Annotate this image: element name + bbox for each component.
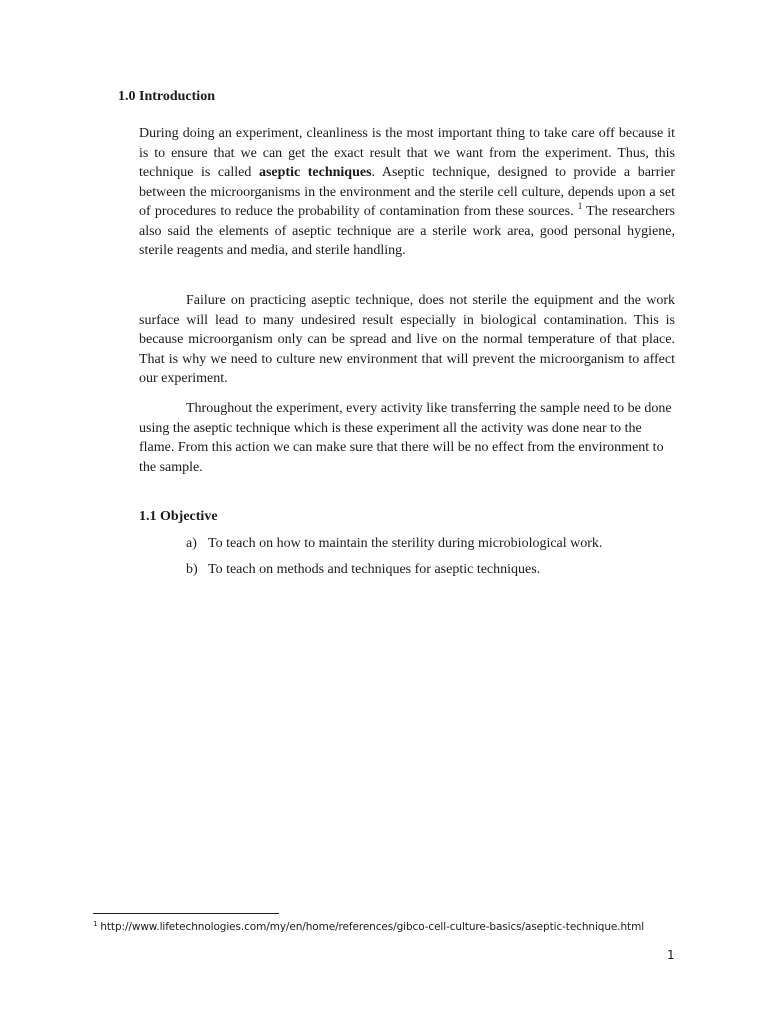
intro-paragraph-2: Failure on practicing aseptic technique, does not sterile the equipment and the work surface will lead to many undesired result especially in biological contamination. This is because microorganism only can be spread and live on the normal temperature of that place. That is why we need to culture new environment that will prevent the microorganism to affect our experiment. xyxy=(139,293,675,386)
footnote-reference: 1 xyxy=(577,201,583,211)
footnote-separator xyxy=(93,913,279,914)
intro-paragraph-1-text-c: The researchers also said the elements of aseptic technique are a sterile work area, good personal hygiene, sterile reagents and media, and sterile handling. xyxy=(139,204,675,258)
page-number: 1 xyxy=(667,948,675,962)
objective-item xyxy=(186,560,602,580)
list-marker: b) xyxy=(186,561,198,577)
section-heading-introduction: 1.0 Introduction xyxy=(118,89,215,104)
objective-text: To teach on how to maintain the sterility during microbiological work. xyxy=(208,536,603,551)
section-heading-objective: 1.1 Objective xyxy=(139,509,218,524)
footnote-number: 1 xyxy=(93,920,98,928)
footnote xyxy=(93,920,644,934)
intro-paragraph-1 xyxy=(139,124,675,261)
intro-paragraph-1-text-a: During doing an experiment, cleanliness is the most important thing to take care off because it is to ensure that we can get the exact result that we want from the experiment. Thus, this technique is called xyxy=(139,126,675,180)
objective-list xyxy=(186,534,602,585)
footnote-url: http://www.lifetechnologies.com/my/en/home/references/gibco-cell-culture-basics/aseptic-technique.html xyxy=(100,921,645,933)
objective-text: To teach on methods and techniques for aseptic techniques. xyxy=(208,561,541,577)
aseptic-techniques-term: aseptic techniques xyxy=(258,165,372,180)
intro-paragraph-3: Throughout the experiment, every activity like transferring the sample need to be done using the aseptic technique which is these experiment all the activity was done near to the flame. From this action we can make sure that there will be no effect from the environment to the sample. xyxy=(139,401,672,475)
intro-paragraph-1-text-b: . Aseptic technique, designed to provide a barrier between the microorganisms in the environment and the sterile cell culture, depends upon a set of procedures to reduce the probability of contamination from these sources. xyxy=(139,165,676,219)
objective-item xyxy=(186,534,602,554)
list-marker: a) xyxy=(186,536,197,551)
